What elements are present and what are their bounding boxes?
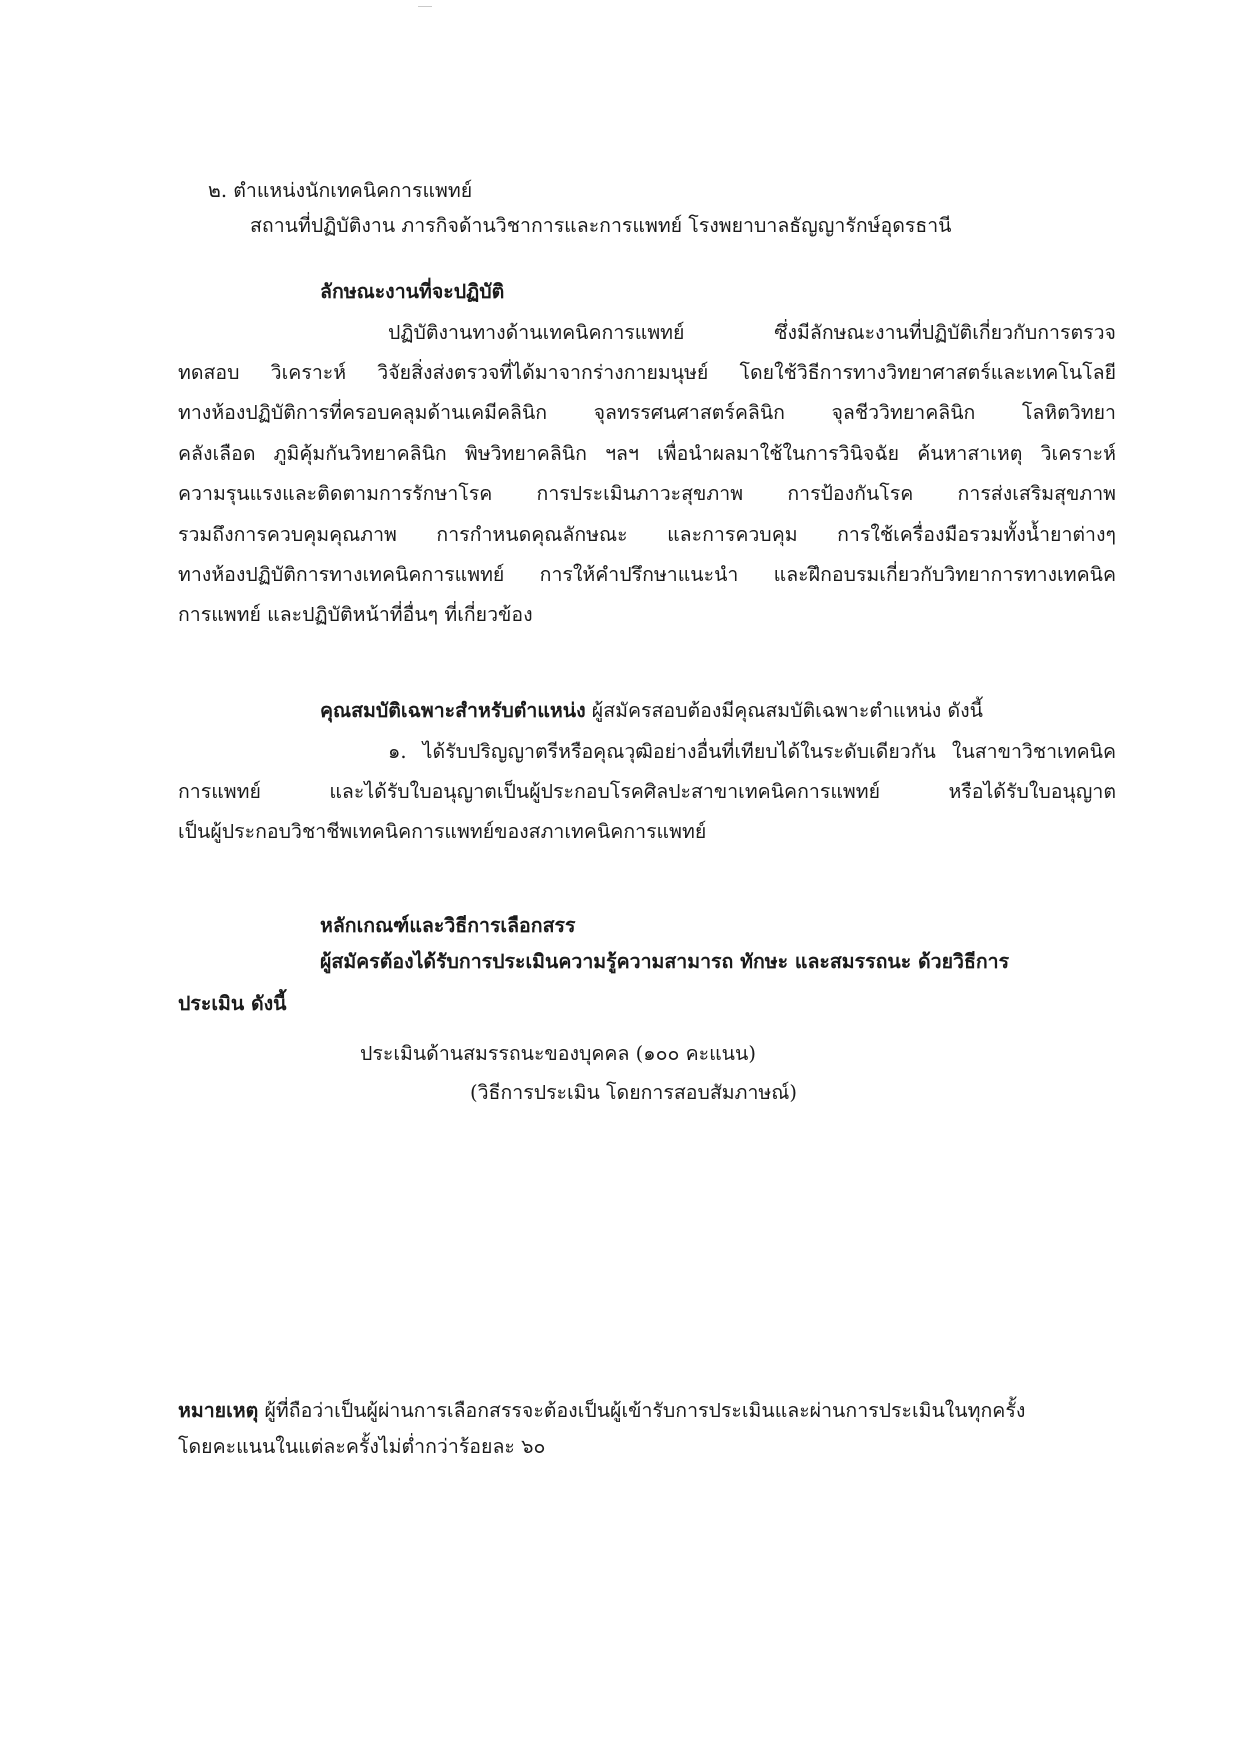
- duties-line: ปฏิบัติงานทางด้านเทคนิคการแพทย์ ซึ่งมีลักษณะงานที่ปฏิบัติเกี่ยวกับการตรวจ: [388, 321, 1116, 344]
- selection-heading: หลักเกณฑ์และวิธีการเลือกสรร: [320, 914, 576, 937]
- duties-line: การแพทย์ และปฏิบัติหน้าที่อื่นๆ ที่เกี่ยวข้อง: [178, 603, 533, 626]
- workplace-line: สถานที่ปฏิบัติงาน ภารกิจด้านวิชาการและการแพทย์ โรงพยาบาลธัญญารักษ์อุดรธานี: [250, 214, 952, 237]
- assessment-item: ประเมินด้านสมรรถนะของบุคคล (๑๐๐ คะแนน): [360, 1042, 756, 1065]
- scan-mark: [418, 6, 432, 7]
- qualification-line: การแพทย์ และได้รับใบอนุญาตเป็นผู้ประกอบโรคศิลปะสาขาเทคนิคการแพทย์ หรือได้รับใบอนุญาต: [178, 780, 1116, 803]
- selection-line-1: ผู้สมัครต้องได้รับการประเมินความรู้ความสามารถ ทักษะ และสมรรถนะ ด้วยวิธีการ: [320, 950, 1010, 973]
- section-title: ๒. ตำแหน่งนักเทคนิคการแพทย์: [208, 179, 473, 202]
- note-label: หมายเหตุ: [178, 1399, 259, 1422]
- selection-line-2: ประเมิน ดังนี้: [178, 992, 287, 1015]
- duties-line: ทดสอบ วิเคราะห์ วิจัยสิ่งส่งตรวจที่ได้มาจากร่างกายมนุษย์ โดยใช้วิธีการทางวิทยาศาสตร์และเทคโนโลยี: [178, 361, 1116, 384]
- qualifications-heading-bold: คุณสมบัติเฉพาะสำหรับตำแหน่ง: [320, 699, 586, 722]
- qualification-line: ๑. ได้รับปริญญาตรีหรือคุณวุฒิอย่างอื่นที่เทียบได้ในระดับเดียวกัน ในสาขาวิชาเทคนิค: [388, 740, 1116, 763]
- note-text: ผู้ที่ถือว่าเป็นผู้ผ่านการเลือกสรรจะต้องเป็นผู้เข้ารับการประเมินและผ่านการประเมินในทุกครั้ง: [258, 1399, 1026, 1422]
- duties-line: ทางห้องปฏิบัติการทางเทคนิคการแพทย์ การให้คำปรึกษาแนะนำ และฝึกอบรมเกี่ยวกับวิทยาการทางเทคนิค: [178, 563, 1116, 586]
- assessment-method: (วิธีการประเมิน โดยการสอบสัมภาษณ์): [470, 1081, 797, 1104]
- qualification-line: เป็นผู้ประกอบวิชาชีพเทคนิคการแพทย์ของสภาเทคนิคการแพทย์: [178, 820, 707, 843]
- duties-line: รวมถึงการควบคุมคุณภาพ การกำหนดคุณลักษณะ และการควบคุม การใช้เครื่องมือรวมทั้งน้ำยาต่างๆ: [178, 523, 1116, 546]
- duties-line: ทางห้องปฏิบัติการที่ครอบคลุมด้านเคมีคลินิก จุลทรรศนศาสตร์คลินิก จุลชีววิทยาคลินิก โลหิตวิทยา: [178, 401, 1116, 424]
- qualifications-heading-rest: ผู้สมัครสอบต้องมีคุณสมบัติเฉพาะตำแหน่ง ดังนี้: [585, 699, 984, 722]
- note-line-1: [178, 1396, 1025, 1426]
- duties-line: ความรุนแรงและติดตามการรักษาโรค การประเมินภาวะสุขภาพ การป้องกันโรค การส่งเสริมสุขภาพ: [178, 482, 1116, 505]
- duties-heading: ลักษณะงานที่จะปฏิบัติ: [320, 280, 505, 303]
- qualifications-heading: [320, 696, 983, 726]
- duties-line: คลังเลือด ภูมิคุ้มกันวิทยาคลินิก พิษวิทยาคลินิก ฯลฯ เพื่อนำผลมาใช้ในการวินิจฉัย ค้นหาสาเหตุ วิเคราะห์: [178, 442, 1116, 465]
- note-line-2: โดยคะแนนในแต่ละครั้งไม่ต่ำกว่าร้อยละ ๖๐: [178, 1435, 546, 1458]
